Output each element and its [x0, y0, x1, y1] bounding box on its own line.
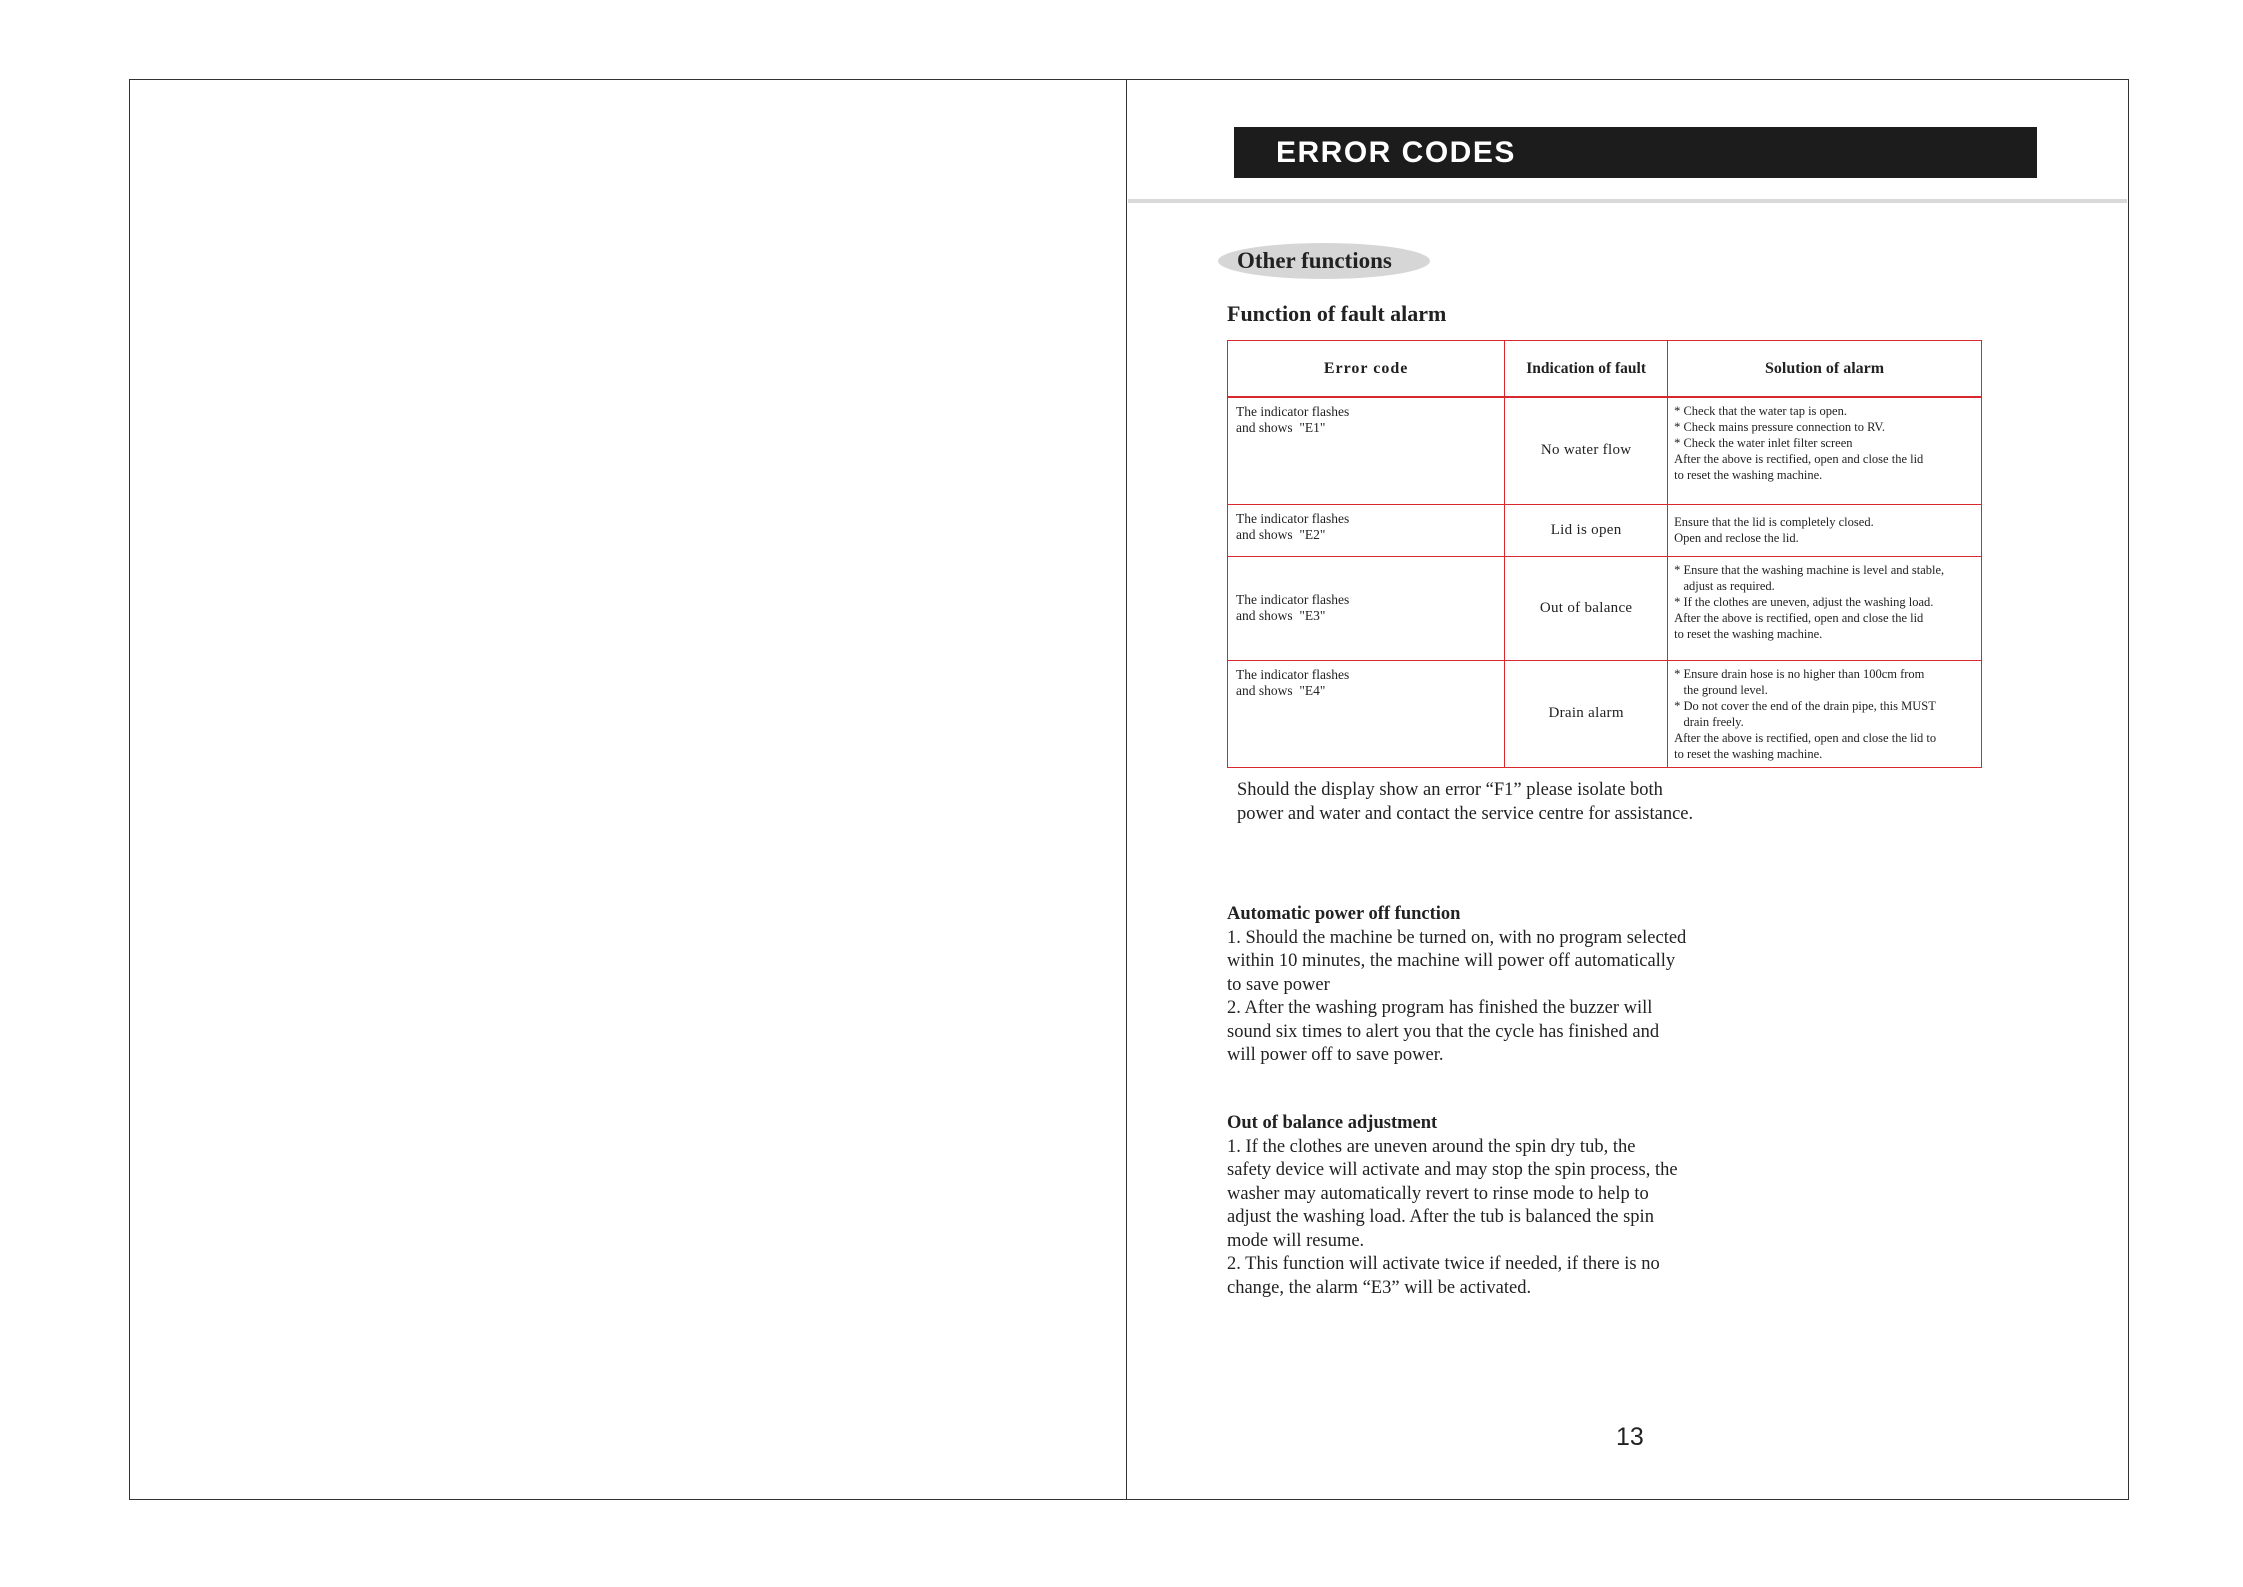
cell-line: * Ensure that the washing machine is level and stable,: [1674, 562, 1945, 577]
paragraph-line: sound six times to alert you that the cycle has finished and: [1227, 1021, 1660, 1042]
column-header: Solution of alarm: [1668, 341, 1982, 398]
table-row: [1228, 397, 1982, 504]
error-code-cell: [1228, 660, 1505, 767]
note-line: power and water and contact the service centre for assistance.: [1237, 804, 1694, 824]
cell-line: and shows "E4": [1236, 682, 1326, 698]
out-of-balance-section: [1227, 1112, 1787, 1300]
cell-line: The indicator flashes: [1236, 404, 1350, 419]
column-header: Error code: [1228, 341, 1505, 398]
cell-line: to reset the washing machine.: [1674, 626, 1823, 641]
cell-line: the ground level.: [1674, 682, 1768, 697]
cell-line: The indicator flashes: [1236, 592, 1350, 607]
cell-line: After the above is rectified, open and close the lid: [1674, 452, 1924, 466]
error-code-cell: [1228, 504, 1505, 556]
cell-line: * Check the water inlet filter screen: [1674, 436, 1853, 450]
cell-line: Ensure that the lid is completely closed.: [1674, 515, 1874, 529]
out-of-balance-heading: Out of balance adjustment: [1227, 1113, 1438, 1133]
paragraph-line: will power off to save power.: [1227, 1045, 1444, 1065]
table-row: [1228, 660, 1982, 767]
cell-line: drain freely.: [1674, 714, 1744, 729]
cell-line: and shows "E2": [1236, 526, 1326, 542]
section-title: Other functions: [1237, 248, 1392, 273]
fault-table: [1227, 340, 1982, 768]
cell-line: After the above is rectified, open and close the lid to: [1674, 730, 1937, 745]
cell-line: and shows "E3": [1236, 608, 1326, 623]
paragraph-line: mode will resume.: [1227, 1230, 1365, 1251]
table-row: [1228, 556, 1982, 660]
paragraph-line: washer may automatically revert to rinse mode to help to: [1227, 1183, 1649, 1204]
cell-line: The indicator flashes: [1236, 510, 1350, 526]
indication-cell: Out of balance: [1505, 556, 1668, 660]
f1-note: [1237, 778, 1797, 826]
cell-line: to reset the washing machine.: [1674, 746, 1823, 761]
solution-cell: [1668, 660, 1982, 767]
paragraph-line: safety device will activate and may stop the spin process, the: [1227, 1160, 1678, 1180]
indication-cell: No water flow: [1505, 397, 1668, 504]
paragraph-line: to save power: [1227, 974, 1330, 995]
auto-power-off-heading: Automatic power off function: [1227, 904, 1461, 924]
header-rule: [1128, 199, 2127, 203]
solution-cell: [1668, 504, 1982, 556]
table-header-row: [1228, 341, 1982, 398]
cell-line: * Check mains pressure connection to RV.: [1674, 420, 1885, 434]
cell-line: and shows "E1": [1236, 420, 1326, 435]
paragraph-line: adjust the washing load. After the tub is balanced the spin: [1227, 1207, 1654, 1227]
paragraph-line: 2. After the washing program has finished the buzzer will: [1227, 998, 1653, 1018]
solution-cell: [1668, 397, 1982, 504]
table-row: [1228, 504, 1982, 556]
page-divider: [1126, 79, 1127, 1500]
cell-line: After the above is rectified, open and close the lid: [1674, 610, 1924, 625]
note-line: Should the display show an error “F1” please isolate both: [1237, 780, 1663, 800]
indication-cell: Lid is open: [1505, 504, 1668, 556]
cell-line: to reset the washing machine.: [1674, 468, 1823, 482]
header-title: ERROR CODES: [1234, 127, 2037, 178]
cell-line: The indicator flashes: [1236, 666, 1350, 682]
cell-line: * Ensure drain hose is no higher than 100cm from: [1674, 666, 1925, 681]
cell-line: * Do not cover the end of the drain pipe, this MUST: [1674, 698, 1936, 713]
fault-alarm-heading: Function of fault alarm: [1227, 301, 1447, 326]
right-page: [1128, 80, 2127, 1499]
indication-cell: Drain alarm: [1505, 660, 1668, 767]
paragraph-line: change, the alarm “E3” will be activated.: [1227, 1277, 1532, 1298]
error-code-cell: [1228, 397, 1505, 504]
cell-line: * Check that the water tap is open.: [1674, 404, 1847, 418]
cell-line: * If the clothes are uneven, adjust the washing load.: [1674, 594, 1934, 609]
paragraph-line: 2. This function will activate twice if needed, if there is no: [1227, 1254, 1660, 1274]
error-code-cell: [1228, 556, 1505, 660]
column-header: Indication of fault: [1505, 341, 1668, 398]
solution-cell: [1668, 556, 1982, 660]
cell-line: adjust as required.: [1674, 578, 1775, 593]
cell-line: Open and reclose the lid.: [1674, 531, 1799, 545]
paragraph-line: 1. Should the machine be turned on, with no program selected: [1227, 927, 1687, 948]
paragraph-line: 1. If the clothes are uneven around the spin dry tub, the: [1227, 1136, 1636, 1157]
paragraph-line: within 10 minutes, the machine will power off automatically: [1227, 951, 1676, 971]
page-number: 13: [1616, 1423, 1644, 1451]
auto-power-off-section: [1227, 903, 1787, 1068]
